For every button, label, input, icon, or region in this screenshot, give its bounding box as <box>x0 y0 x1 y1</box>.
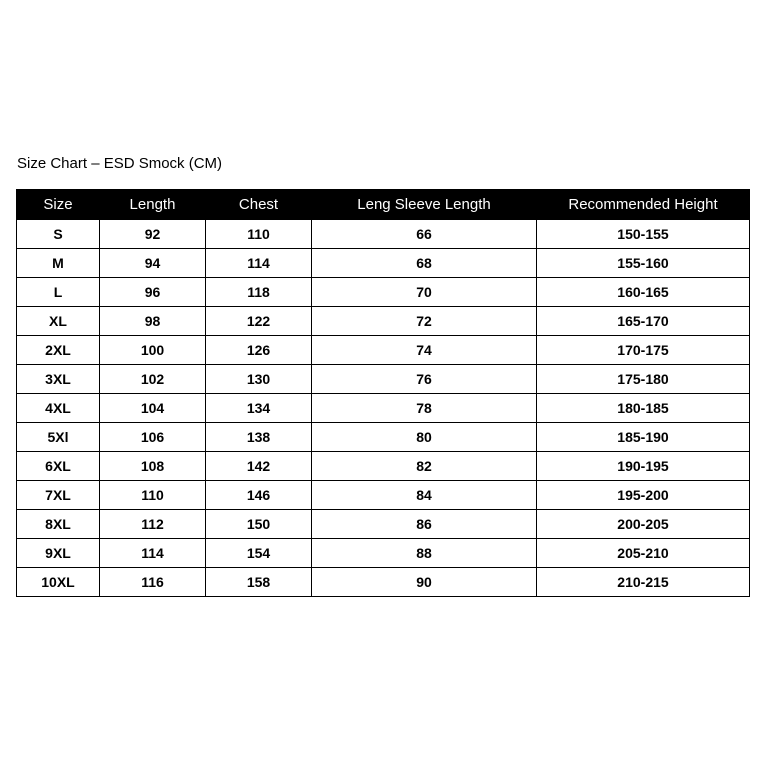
table-caption: Size Chart – ESD Smock (CM) <box>17 155 223 172</box>
table-row <box>17 336 750 365</box>
cell-chest: 138 <box>206 423 312 452</box>
cell-size: 3XL <box>17 365 100 394</box>
table-row <box>17 423 750 452</box>
table-row <box>17 539 750 568</box>
cell-length: 114 <box>100 539 206 568</box>
cell-chest: 110 <box>206 220 312 249</box>
cell-sleeve-length: 78 <box>312 394 537 423</box>
cell-recommended-height: 200-205 <box>537 510 750 539</box>
cell-size: 8XL <box>17 510 100 539</box>
cell-sleeve-length: 90 <box>312 568 537 597</box>
table-row <box>17 365 750 394</box>
cell-length: 100 <box>100 336 206 365</box>
cell-recommended-height: 195-200 <box>537 481 750 510</box>
cell-chest: 114 <box>206 249 312 278</box>
cell-sleeve-length: 74 <box>312 336 537 365</box>
cell-size: 4XL <box>17 394 100 423</box>
table-row <box>17 220 750 249</box>
table-header-row <box>17 190 750 220</box>
cell-size: S <box>17 220 100 249</box>
cell-chest: 134 <box>206 394 312 423</box>
cell-size: 9XL <box>17 539 100 568</box>
header-sleeve-length: Leng Sleeve Length <box>312 190 537 220</box>
cell-recommended-height: 170-175 <box>537 336 750 365</box>
cell-sleeve-length: 82 <box>312 452 537 481</box>
cell-recommended-height: 155-160 <box>537 249 750 278</box>
cell-chest: 118 <box>206 278 312 307</box>
cell-recommended-height: 180-185 <box>537 394 750 423</box>
cell-length: 108 <box>100 452 206 481</box>
header-length: Length <box>100 190 206 220</box>
cell-chest: 154 <box>206 539 312 568</box>
cell-recommended-height: 175-180 <box>537 365 750 394</box>
table-row <box>17 394 750 423</box>
cell-chest: 146 <box>206 481 312 510</box>
cell-size: M <box>17 249 100 278</box>
cell-sleeve-length: 68 <box>312 249 537 278</box>
cell-chest: 126 <box>206 336 312 365</box>
size-chart-table <box>16 189 750 597</box>
cell-size: 7XL <box>17 481 100 510</box>
table-row <box>17 510 750 539</box>
cell-recommended-height: 205-210 <box>537 539 750 568</box>
cell-length: 112 <box>100 510 206 539</box>
header-chest: Chest <box>206 190 312 220</box>
cell-recommended-height: 210-215 <box>537 568 750 597</box>
cell-length: 96 <box>100 278 206 307</box>
table-row <box>17 481 750 510</box>
cell-size: 10XL <box>17 568 100 597</box>
cell-sleeve-length: 72 <box>312 307 537 336</box>
cell-length: 102 <box>100 365 206 394</box>
cell-length: 98 <box>100 307 206 336</box>
cell-recommended-height: 150-155 <box>537 220 750 249</box>
cell-chest: 150 <box>206 510 312 539</box>
cell-recommended-height: 165-170 <box>537 307 750 336</box>
cell-sleeve-length: 88 <box>312 539 537 568</box>
table-row <box>17 568 750 597</box>
cell-chest: 122 <box>206 307 312 336</box>
cell-length: 116 <box>100 568 206 597</box>
cell-chest: 142 <box>206 452 312 481</box>
cell-size: 2XL <box>17 336 100 365</box>
cell-sleeve-length: 84 <box>312 481 537 510</box>
table-row <box>17 307 750 336</box>
cell-sleeve-length: 86 <box>312 510 537 539</box>
header-recommended-height: Recommended Height <box>537 190 750 220</box>
table-row <box>17 452 750 481</box>
table-row <box>17 249 750 278</box>
cell-recommended-height: 160-165 <box>537 278 750 307</box>
cell-sleeve-length: 66 <box>312 220 537 249</box>
cell-chest: 158 <box>206 568 312 597</box>
cell-length: 94 <box>100 249 206 278</box>
cell-size: L <box>17 278 100 307</box>
cell-sleeve-length: 70 <box>312 278 537 307</box>
table-row <box>17 278 750 307</box>
cell-length: 92 <box>100 220 206 249</box>
cell-chest: 130 <box>206 365 312 394</box>
cell-length: 106 <box>100 423 206 452</box>
cell-size: XL <box>17 307 100 336</box>
cell-recommended-height: 185-190 <box>537 423 750 452</box>
cell-sleeve-length: 76 <box>312 365 537 394</box>
cell-size: 6XL <box>17 452 100 481</box>
header-size: Size <box>17 190 100 220</box>
cell-length: 104 <box>100 394 206 423</box>
cell-sleeve-length: 80 <box>312 423 537 452</box>
cell-recommended-height: 190-195 <box>537 452 750 481</box>
cell-length: 110 <box>100 481 206 510</box>
cell-size: 5Xl <box>17 423 100 452</box>
